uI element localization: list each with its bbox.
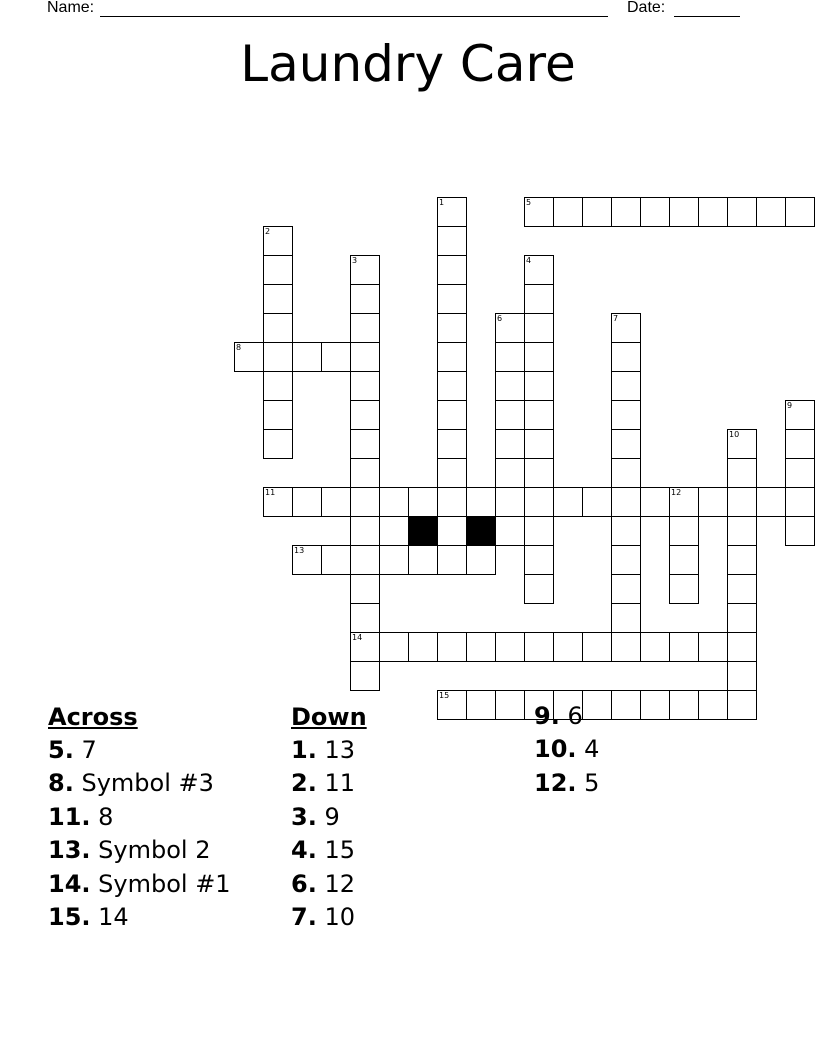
page-title: Laundry Care [240,35,576,93]
grid-cell[interactable] [611,545,641,575]
grid-cell[interactable] [727,545,757,575]
grid-cell[interactable] [669,545,699,575]
grid-cell[interactable] [350,429,380,459]
grid-cell[interactable] [321,487,351,517]
grid-cell[interactable] [408,487,438,517]
cell-number: 5 [526,198,532,207]
cell-number: 3 [352,256,358,265]
clue-item [291,868,367,901]
grid-cell[interactable] [292,545,322,575]
grid-cell[interactable] [379,545,409,575]
clue-number: 9. [534,702,560,730]
grid-cell[interactable] [640,632,670,662]
grid-cell[interactable] [553,197,583,227]
grid-cell[interactable] [350,603,380,633]
grid-cell[interactable] [785,487,815,517]
grid-cell[interactable] [727,574,757,604]
grid-cell[interactable] [437,632,467,662]
clue-text: 14 [98,902,129,931]
cell-number: 12 [671,488,682,497]
grid-cell[interactable] [669,516,699,546]
clue-number: 5. [48,736,74,764]
clues-section [0,700,816,1000]
grid-cell[interactable] [524,487,554,517]
grid-cell[interactable] [524,429,554,459]
grid-cell[interactable] [437,342,467,372]
clue-item [291,834,367,867]
grid-cell[interactable] [292,342,322,372]
grid-cell[interactable] [263,226,293,256]
date-label: Date: [627,0,666,16]
clue-item [534,700,599,733]
grid-cell[interactable] [495,400,525,430]
grid-cell[interactable] [437,400,467,430]
clue-number: 10. [534,735,577,764]
clue-number: 13. [48,836,91,865]
grid-cell[interactable] [524,342,554,372]
grid-cell[interactable] [524,284,554,314]
grid-cell[interactable] [611,574,641,604]
grid-cell[interactable] [524,255,554,285]
grid-cell[interactable] [611,197,641,227]
grid-cell[interactable] [495,342,525,372]
clue-text: Symbol #3 [81,769,214,798]
grid-cell[interactable] [785,516,815,546]
grid-cell[interactable] [350,516,380,546]
grid-cell[interactable] [350,574,380,604]
clue-text: 5 [584,768,600,797]
grid-cell[interactable] [524,545,554,575]
grid-cell[interactable] [437,313,467,343]
grid-cell-blocked [408,516,438,546]
grid-cell[interactable] [263,255,293,285]
name-label: Name: [47,0,95,16]
across-clues [48,700,231,934]
grid-cell[interactable] [524,458,554,488]
clue-number: 15. [48,902,91,931]
cell-number: 15 [439,691,450,700]
grid-cell[interactable] [263,313,293,343]
cell-number: 6 [497,314,503,323]
grid-cell[interactable] [263,342,293,372]
grid-cell[interactable] [553,487,583,517]
clue-text: 8 [98,802,114,831]
cell-number: 1 [439,198,445,207]
grid-cell[interactable] [727,603,757,633]
grid-cell-blocked [466,516,496,546]
clue-number: 7. [291,902,317,931]
grid-cell[interactable] [234,342,264,372]
grid-cell[interactable] [756,197,786,227]
grid-cell[interactable] [785,458,815,488]
grid-cell[interactable] [640,197,670,227]
grid-cell[interactable] [611,313,641,343]
grid-cell[interactable] [785,429,815,459]
across-heading: Across [48,703,138,731]
grid-cell[interactable] [524,574,554,604]
grid-cell[interactable] [495,632,525,662]
down-clues [291,700,367,934]
grid-cell[interactable] [350,458,380,488]
cell-number: 9 [787,401,793,410]
cell-number: 2 [265,227,271,236]
grid-cell[interactable] [727,661,757,691]
grid-cell[interactable] [495,429,525,459]
grid-cell[interactable] [466,487,496,517]
clue-number: 8. [48,769,74,798]
grid-cell[interactable] [437,545,467,575]
grid-cell[interactable] [321,342,351,372]
grid-cell[interactable] [785,400,815,430]
grid-cell[interactable] [350,342,380,372]
grid-cell[interactable] [524,632,554,662]
grid-cell[interactable] [466,632,496,662]
grid-cell[interactable] [437,255,467,285]
clue-item [291,901,367,934]
grid-cell[interactable] [727,487,757,517]
grid-cell[interactable] [698,487,728,517]
grid-cell[interactable] [611,342,641,372]
grid-cell[interactable] [698,632,728,662]
clue-item [48,901,231,934]
clue-item [48,734,231,767]
cell-number: 11 [265,488,276,497]
grid-cell[interactable] [669,632,699,662]
clue-text: 15 [324,836,356,865]
grid-cell[interactable] [263,487,293,517]
grid-cell[interactable] [727,429,757,459]
cell-number: 13 [294,546,305,555]
cell-number: 14 [352,633,363,642]
grid-cell[interactable] [524,400,554,430]
grid-cell[interactable] [321,545,351,575]
grid-cell[interactable] [727,458,757,488]
clue-item [291,734,367,767]
grid-cell[interactable] [350,255,380,285]
clue-number: 14. [48,869,91,898]
grid-cell[interactable] [785,197,815,227]
grid-cell[interactable] [350,632,380,662]
grid-cell[interactable] [437,487,467,517]
grid-cell[interactable] [350,284,380,314]
grid-cell[interactable] [437,371,467,401]
clue-item [48,868,231,901]
grid-cell[interactable] [379,487,409,517]
grid-cell[interactable] [437,516,467,546]
grid-cell[interactable] [582,197,612,227]
cell-number: 8 [236,343,242,352]
clue-number: 3. [291,802,317,831]
grid-cell[interactable] [350,487,380,517]
grid-cell[interactable] [582,487,612,517]
grid-cell[interactable] [553,632,583,662]
grid-cell[interactable] [640,487,670,517]
grid-cell[interactable] [495,371,525,401]
grid-cell[interactable] [611,603,641,633]
grid-cell[interactable] [524,197,554,227]
clue-number: 2. [291,769,317,798]
grid-cell[interactable] [611,632,641,662]
grid-cell[interactable] [263,284,293,314]
grid-cell[interactable] [611,429,641,459]
grid-cell[interactable] [611,400,641,430]
grid-cell[interactable] [727,516,757,546]
grid-cell[interactable] [408,545,438,575]
grid-cell[interactable] [524,313,554,343]
grid-cell[interactable] [263,429,293,459]
grid-cell[interactable] [437,197,467,227]
down-clues-continued [534,700,599,800]
grid-cell[interactable] [669,197,699,227]
grid-cell[interactable] [350,371,380,401]
clue-number: 4. [291,836,317,865]
grid-cell[interactable] [437,429,467,459]
clue-item [534,733,599,766]
clue-text: 7 [81,736,97,764]
down-heading: Down [291,703,367,731]
grid-cell[interactable] [582,632,612,662]
clue-text: 6 [567,702,583,730]
clue-text: 12 [324,869,356,898]
grid-cell[interactable] [611,487,641,517]
cell-number: 7 [613,314,619,323]
grid-cell[interactable] [292,487,322,517]
clue-item [48,834,231,867]
clue-item [291,767,367,800]
grid-cell[interactable] [495,487,525,517]
clue-text: Symbol 2 [98,836,211,865]
grid-cell[interactable] [350,400,380,430]
clue-text: Symbol #1 [98,869,231,898]
grid-cell[interactable] [495,313,525,343]
clue-item [534,767,599,800]
grid-cell[interactable] [437,226,467,256]
clue-item [291,801,367,834]
clue-text: 4 [584,735,600,764]
clue-number: 12. [534,768,577,797]
grid-cell[interactable] [611,458,641,488]
clue-item [48,801,231,834]
grid-cell[interactable] [350,313,380,343]
grid-cell[interactable] [437,284,467,314]
grid-cell[interactable] [263,400,293,430]
cell-number: 10 [729,430,740,439]
grid-cell[interactable] [379,632,409,662]
clue-item [48,767,231,800]
grid-cell[interactable] [611,371,641,401]
grid-cell[interactable] [611,516,641,546]
grid-cell[interactable] [727,632,757,662]
grid-cell[interactable] [466,545,496,575]
grid-cell[interactable] [669,487,699,517]
grid-cell[interactable] [350,661,380,691]
grid-cell[interactable] [756,487,786,517]
cell-number: 4 [526,256,532,265]
clue-number: 11. [48,802,91,831]
grid-cell[interactable] [437,458,467,488]
grid-cell[interactable] [408,632,438,662]
grid-cell[interactable] [669,574,699,604]
grid-cell[interactable] [495,516,525,546]
grid-cell[interactable] [698,197,728,227]
grid-cell[interactable] [350,545,380,575]
clue-text: 11 [324,769,356,798]
clue-text: 13 [324,736,356,764]
clue-text: 9 [324,802,340,831]
clue-text: 10 [324,902,356,931]
clue-number: 6. [291,869,317,898]
grid-cell[interactable] [524,371,554,401]
grid-cell[interactable] [524,516,554,546]
grid-cell[interactable] [495,458,525,488]
grid-cell[interactable] [263,371,293,401]
clue-number: 1. [291,736,317,764]
grid-cell[interactable] [727,197,757,227]
